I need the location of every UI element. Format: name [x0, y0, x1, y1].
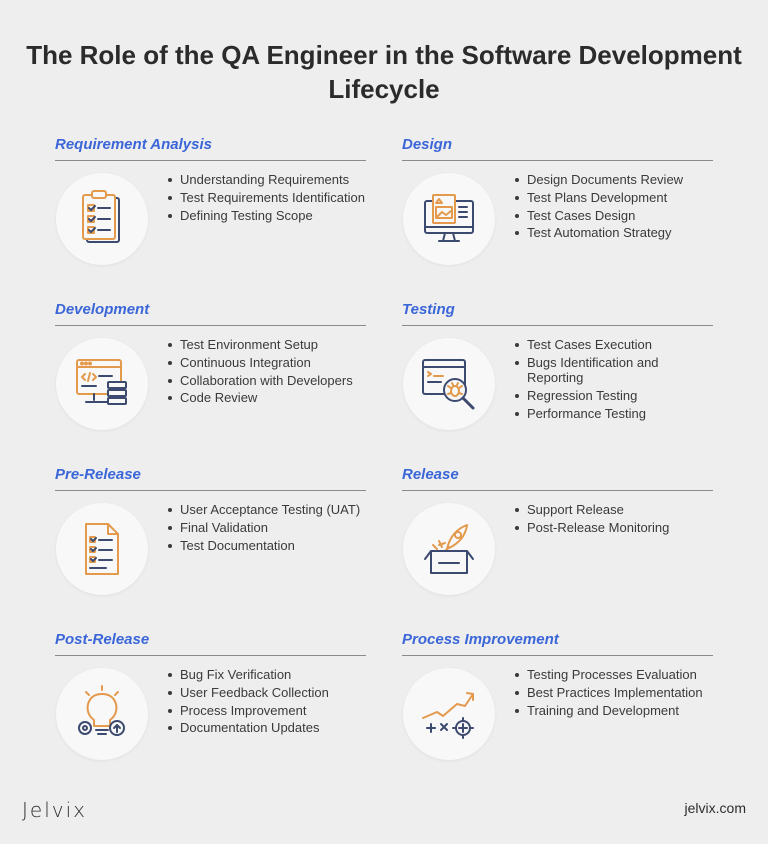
list-item: Test Cases Execution — [514, 337, 714, 353]
list-item: Testing Processes Evaluation — [514, 667, 714, 683]
list-item: Process Improvement — [167, 703, 367, 719]
bullet-list — [167, 337, 367, 408]
code-monitor-icon — [72, 354, 132, 414]
site-url[interactable]: jelvix.com — [684, 800, 746, 816]
list-item: Understanding Requirements — [167, 172, 367, 188]
section-requirement-analysis — [55, 135, 366, 295]
list-item: Training and Development — [514, 703, 714, 719]
list-item: Test Automation Strategy — [514, 225, 714, 241]
section-development — [55, 300, 366, 460]
list-item: Collaboration with Developers — [167, 373, 367, 389]
list-item: Final Validation — [167, 520, 367, 536]
section-title: Requirement Analysis — [55, 136, 212, 153]
list-item: Bug Fix Verification — [167, 667, 367, 683]
list-item: Code Review — [167, 390, 367, 406]
growth-arrow-gears-icon — [419, 684, 479, 744]
icon-badge — [403, 503, 495, 595]
bullet-list — [514, 337, 714, 424]
section-testing — [402, 300, 713, 460]
icon-badge — [403, 173, 495, 265]
bullet-list — [514, 172, 714, 243]
list-item: Regression Testing — [514, 388, 714, 404]
rocket-box-icon — [419, 519, 479, 579]
section-divider — [402, 655, 713, 656]
section-title: Process Improvement — [402, 631, 559, 648]
lightbulb-gear-icon — [72, 684, 132, 744]
page-title: The Role of the QA Engineer in the Software Development Lifecycle — [26, 40, 742, 104]
list-item: Test Environment Setup — [167, 337, 367, 353]
section-divider — [55, 160, 366, 161]
clipboard-checklist-icon — [72, 189, 132, 249]
icon-badge — [403, 668, 495, 760]
icon-badge — [56, 338, 148, 430]
list-item: Post-Release Monitoring — [514, 520, 714, 536]
brand-logo: Jelvix — [22, 798, 87, 822]
list-item: Documentation Updates — [167, 720, 367, 736]
section-divider — [402, 325, 713, 326]
icon-badge — [56, 173, 148, 265]
bullet-list — [514, 502, 714, 538]
section-divider — [55, 490, 366, 491]
section-divider — [402, 160, 713, 161]
section-pre-release — [55, 465, 366, 625]
monitor-design-icon — [419, 189, 479, 249]
list-item: Test Requirements Identification — [167, 190, 367, 206]
list-item: Performance Testing — [514, 406, 714, 422]
list-item: Defining Testing Scope — [167, 208, 367, 224]
list-item: User Acceptance Testing (UAT) — [167, 502, 367, 518]
section-title: Pre-Release — [55, 466, 141, 483]
section-divider — [55, 655, 366, 656]
list-item: Continuous Integration — [167, 355, 367, 371]
section-divider — [402, 490, 713, 491]
section-design — [402, 135, 713, 295]
list-item: Test Cases Design — [514, 208, 714, 224]
icon-badge — [56, 503, 148, 595]
section-title: Post-Release — [55, 631, 150, 648]
section-release — [402, 465, 713, 625]
bullet-list — [514, 667, 714, 720]
icon-badge — [56, 668, 148, 760]
section-post-release — [55, 630, 366, 790]
bullet-list — [167, 667, 367, 738]
bullet-list — [167, 172, 367, 225]
icon-badge — [403, 338, 495, 430]
section-process-improvement — [402, 630, 713, 790]
section-title: Testing — [402, 301, 455, 318]
section-title: Release — [402, 466, 459, 483]
list-item: User Feedback Collection — [167, 685, 367, 701]
bullet-list — [167, 502, 367, 555]
section-title: Development — [55, 301, 150, 318]
bug-search-icon — [419, 354, 479, 414]
checklist-document-icon — [72, 519, 132, 579]
list-item: Best Practices Implementation — [514, 685, 714, 701]
list-item: Test Plans Development — [514, 190, 714, 206]
list-item: Design Documents Review — [514, 172, 714, 188]
list-item: Support Release — [514, 502, 714, 518]
list-item: Test Documentation — [167, 538, 367, 554]
section-divider — [55, 325, 366, 326]
list-item: Bugs Identification and Reporting — [514, 355, 714, 386]
section-title: Design — [402, 136, 453, 153]
